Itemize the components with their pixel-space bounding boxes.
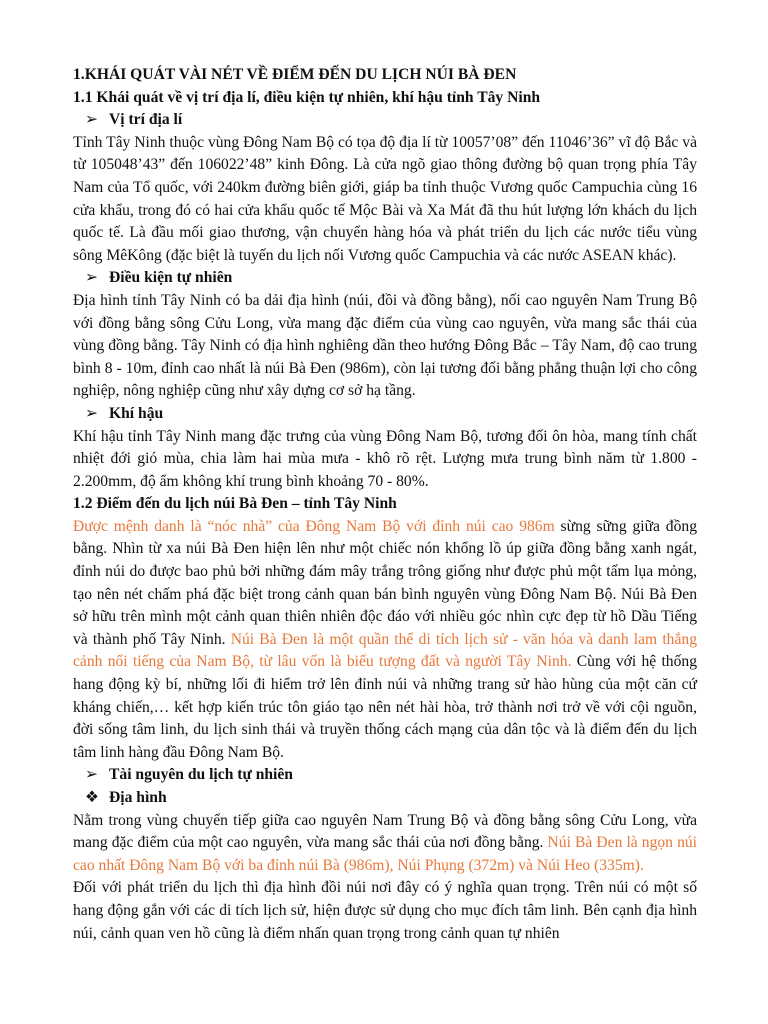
arrow-bullet-icon: ➢ (85, 269, 99, 287)
paragraph-phat-trien: Đối với phát triển du lịch thì địa hình đồi núi nơi đây có ý nghĩa quan trọng. Trên núi có một số hang động gắn với các di tích lịch sử, hiện được sử dụng cho mục đích tâm linh. Bên cạnh địa hình núi, cảnh quan ven hồ cũng là điểm nhấn quan trọng trong cảnh quan tự nhiên (73, 879, 697, 942)
paragraph-dieu-kien: Địa hình tỉnh Tây Ninh có ba dải địa hình (núi, đồi và đồng bằng), nối cao nguyên Nam Trung Bộ với đồng bằng sông Cửu Long, vừa mang đặc điểm của vùng cao nguyên, vừa mang sắc thái của vùng đồng bằng. Tây Ninh có địa hình nghiêng dần theo hướng Đông Bắc – Tây Nam, độ cao trung bình 8 - 10m, đỉnh cao nhất là núi Bà Đen (986m), còn lại tương đối bằng phẳng thuận lợi cho công nghiệp, nông nghiệp cũng như xây dựng cơ sở hạ tầng. (73, 291, 697, 400)
subheading-dieu-kien (85, 267, 697, 290)
subheading-label: Tài nguyên du lịch tự nhiên (109, 766, 293, 784)
arrow-bullet-icon: ➢ (85, 766, 99, 784)
paragraph-vi-tri: Tỉnh Tây Ninh thuộc vùng Đông Nam Bộ có tọa độ địa lí từ 10057’08” đến 11046’36” vĩ độ Bắc và từ 105048’43” đến 106022’48” kinh Đông. Là cửa ngõ giao thông đường bộ quan trọng phía Tây Nam của Tổ quốc, với 240km đường biên giới, giáp ba tỉnh thuộc Vương quốc Campuchia cùng 16 cửa khẩu, trong đó có hai cửa khẩu quốc tế Mộc Bài và Xa Mát đã thu hút lượng lớn khách du lịch quốc tế. Là đầu mối giao thương, vận chuyển hàng hóa và phát triển du lịch các nước tiểu vùng sông MêKông (đặc biệt là tuyến du lịch nối Vương quốc Campuchia và các nước ASEAN khác). (73, 133, 697, 264)
subheading-tai-nguyen (85, 764, 697, 787)
diamond-bullet-icon: ❖ (85, 789, 99, 806)
document-page (73, 64, 697, 945)
paragraph-khi-hau: Khí hậu tỉnh Tây Ninh mang đặc trưng của vùng Đông Nam Bộ, tương đối ôn hòa, mang tính chất nhiệt đới gió mùa, chia làm hai mùa mưa - khô rõ rệt. Lượng mưa trung bình năm từ 1.800 - 2.200mm, độ ẩm không khí trung bình khoảng 70 - 80%. (73, 427, 697, 490)
document-title: 1.KHÁI QUÁT VÀI NÉT VỀ ĐIỂM ĐẾN DU LỊCH NÚI BÀ ĐEN (73, 66, 517, 83)
section-heading-1-2: 1.2 Điểm đến du lịch núi Bà Đen – tỉnh Tây Ninh (73, 495, 397, 513)
highlight-text: Núi Bà Đen là một quần thể di tích lịch sử - văn hóa và danh lam thắng cảnh nổi tiếng của Nam Bộ, từ lâu vốn là biểu tượng đất và người Tây Ninh. (73, 630, 697, 671)
subheading-label: Vị trí địa lí (109, 111, 183, 129)
arrow-bullet-icon: ➢ (85, 404, 99, 422)
body-text: sừng sững giữa đồng bằng. Nhìn từ xa núi Bà Đen hiện lên như một chiếc nón khổng lồ úp giữa đồng bằng xanh ngát, đỉnh núi do được bao phủ bởi những đám mây trắng trông giống như được phủ một tấm lụa mỏng, tạo nên nét chấm phá đặc biệt trong cảnh quan bán bình nguyên vùng Đông Nam Bộ. Núi Bà Đen sở hữu trên mình một cảnh quan thiên nhiên độc đáo với nhiều góc nhìn cực đẹp từ hồ Dầu Tiếng và thành phố Tây Ninh. (73, 517, 697, 648)
subheading-label: Địa hình (109, 789, 167, 806)
body-text: Nằm trong vùng chuyển tiếp giữa cao nguyên Nam Trung Bộ và đồng bằng sông Cửu Long, vừa mang đặc điểm của một cao nguyên, vừa mang sắc thái của nơi đồng bằng. (73, 811, 697, 852)
paragraph-dia-hinh (73, 810, 697, 878)
section-heading-1-1: 1.1 Khái quát về vị trí địa lí, điều kiện tự nhiên, khí hậu tỉnh Tây Ninh (73, 88, 541, 106)
subheading-label: Điều kiện tự nhiên (109, 269, 233, 287)
subheading-vi-tri (85, 109, 697, 132)
highlight-text: Núi Bà Đen là ngọn núi cao nhất Đông Nam Bộ với ba đỉnh núi Bà (986m), Núi Phụng (372m) và Núi Heo (335m). (73, 834, 697, 874)
subheading-label: Khí hậu (109, 404, 164, 422)
body-text: Cùng với hệ thống hang động kỳ bí, những lối đi hiểm trở lên đỉnh núi và những trang sử hào hùng của một căn cứ kháng chiến,… kết hợp kiến trúc tôn giáo tạo nên nét hài hòa, trở thành nơi trở về với cội nguồn, đời sống tâm linh, du lịch sinh thái và truyền thống cách mạng của dân tộc và là điểm đến du lịch tâm linh hàng đầu Đông Nam Bộ. (73, 653, 697, 761)
arrow-bullet-icon: ➢ (85, 111, 99, 129)
highlight-text: Được mệnh danh là “nóc nhà” của Đông Nam Bộ với đỉnh núi cao 986m (73, 517, 555, 535)
subheading-dia-hinh (85, 787, 697, 810)
paragraph-ba-den-intro (73, 516, 697, 765)
subheading-khi-hau (85, 403, 697, 426)
